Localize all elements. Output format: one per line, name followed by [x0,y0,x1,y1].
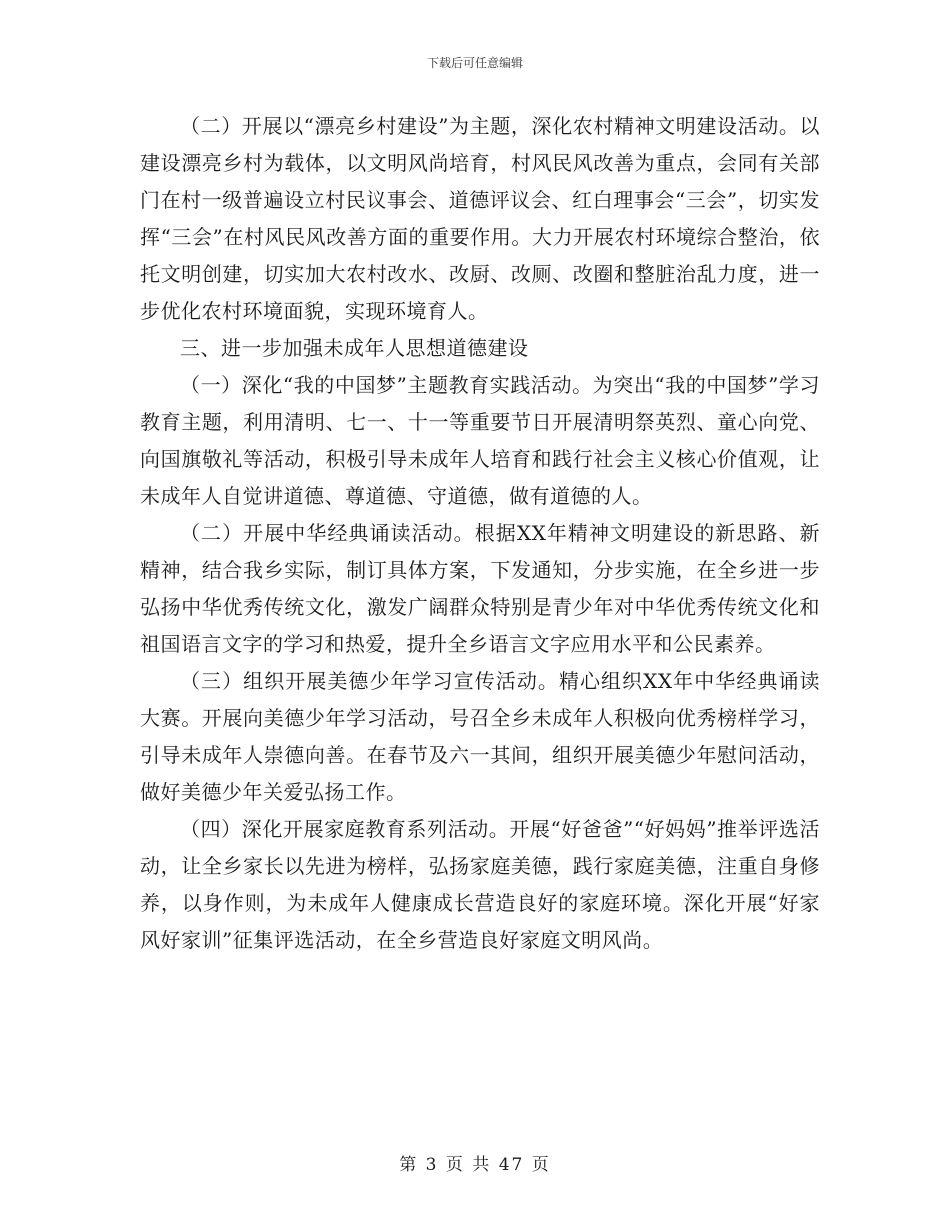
paragraph-virtuous-youth: （三）组织开展美德少年学习宣传活动。精心组织XX年中华经典诵读大赛。开展向美德少年学习活动，号召全乡未成年人积极向优秀榜样学习，引导未成年人崇德向善。在春节及六一其间，组织开展美德少年慰问活动，做好美德少年关爱弘扬工作。 [140,669,820,804]
paragraph-china-dream: （一）深化“我的中国梦”主题教育实践活动。为突出“我的中国梦”学习教育主题，利用清明、七一、十一等重要节日开展清明祭英烈、童心向党、向国旗敬礼等活动，积极引导未成年人培育和践行社会主义核心价值观，让未成年人自觉讲道德、尊道德、守道德，做有道德的人。 [140,373,820,508]
paragraph-beautiful-village: （二）开展以“漂亮乡村建设”为主题，深化农村精神文明建设活动。以建设漂亮乡村为载体，以文明风尚培育，村风民风改善为重点，会同有关部门在村一级普遍设立村民议事会、道德评议会、红白理事会“三会”，切实发挥“三会”在村风民风改善方面的重要作用。大力开展农村环境综合整治，依托文明创建，切实加大农村改水、改厨、改厕、改圈和整脏治乱力度，进一步优化农村环境面貌，实现环境育人。 [140,114,820,323]
document-body [140,108,820,959]
paragraph-classics-reading: （二）开展中华经典诵读活动。根据XX年精神文明建设的新思路、新精神，结合我乡实际，制订具体方案，下发通知，分步实施，在全乡进一步弘扬中华优秀传统文化，激发广阔群众特别是青少年对中华优秀传统文化和祖国语言文字的学习和热爱，提升全乡语言文字应用水平和公民素养。 [140,521,820,656]
paragraph-family-education: （四）深化开展家庭教育系列活动。开展“好爸爸”“好妈妈”推举评选活动，让全乡家长以先进为榜样，弘扬家庭美德，践行家庭美德，注重自身修养，以身作则，为未成年人健康成长营造良好的家庭环境。深化开展“好家风好家训”征集评选活动，在全乡营造良好家庭文明风尚。 [140,817,820,952]
page-number: 第 3 页 共 47 页 [399,1155,551,1175]
header-note: 下载后可任意编辑 [426,56,523,70]
section-heading-minors-moral-building: 三、进一步加强未成年人思想道德建设 [180,336,529,360]
